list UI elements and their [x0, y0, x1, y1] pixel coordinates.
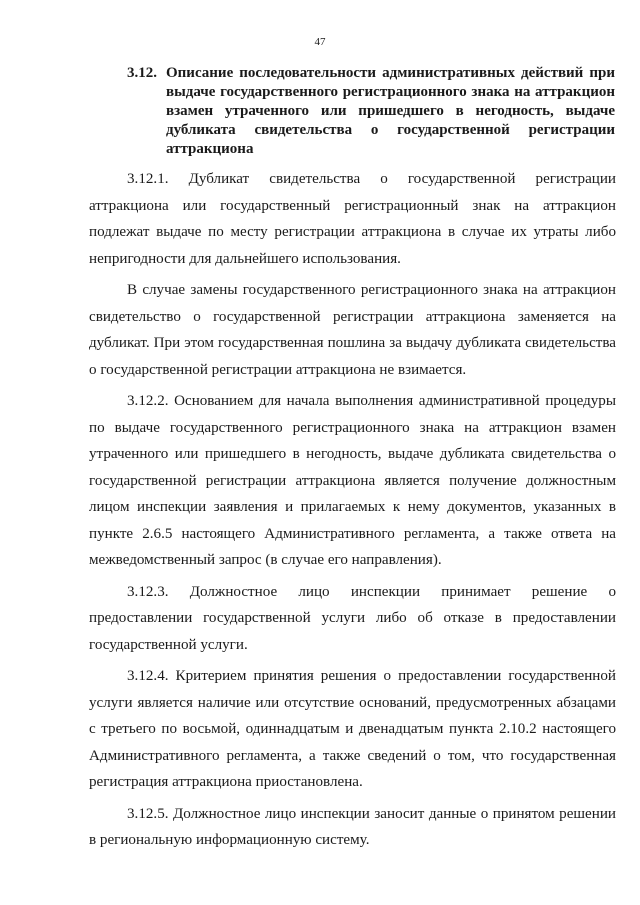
paragraph-replacement-note: В случае замены государственного регистрационного знака на аттракцион свидетельство о государственной регистрации аттракциона заменяется на дубликат. При этом государственная пошлина за выдачу дубликата свидетельства о государственной регистрации аттракциона не взимается.: [89, 282, 616, 378]
page-number: 47: [314, 36, 326, 48]
paragraph-3-12-4: 3.12.4. Критерием принятия решения о предоставлении государственной услуги является наличие или отсутствие оснований, предусмотренных абзацами с третьего по восьмой, одиннадцатым и двенадцатым пункта 2.10.2 настоящего Административного регламента, а также сведений о том, что государственная регистрация аттракциона приостановлена.: [89, 668, 616, 790]
section-heading: [127, 64, 615, 159]
paragraph-3-12-1: 3.12.1. Дубликат свидетельства о государственной регистрации аттракциона или государственный регистрационный знак на аттракцион подлежат выдаче по месту регистрации аттракциона в случае их утраты либо непригодности для дальнейшего использования.: [89, 171, 616, 267]
section-number: 3.12.: [127, 65, 157, 81]
body-text: [89, 166, 616, 859]
paragraph-3-12-3: 3.12.3. Должностное лицо инспекции принимает решение о предоставлении государственной услуги либо об отказе в предоставлении государственной услуги.: [89, 583, 616, 653]
section-title: Описание последовательности административных действий при выдаче государственного регистрационного знака на аттракцион взамен утраченного или пришедшего в негодность, выдаче дубликата свидетельства о государственной регистрации аттракциона: [166, 65, 615, 157]
paragraph-3-12-2: 3.12.2. Основанием для начала выполнения административной процедуры по выдаче государственного регистрационного знака на аттракцион взамен утраченного или пришедшего в негодность, выдаче дубликата свидетельства о государственной регистрации аттракциона является получение должностным лицом инспекции заявления и прилагаемых к нему документов, указанных в пункте 2.6.5 настоящего Административного регламента, а также ответа на межведомственный запрос (в случае его направления).: [89, 393, 616, 568]
paragraph-3-12-5: 3.12.5. Должностное лицо инспекции заносит данные о принятом решении в региональную информационную систему.: [89, 805, 616, 848]
